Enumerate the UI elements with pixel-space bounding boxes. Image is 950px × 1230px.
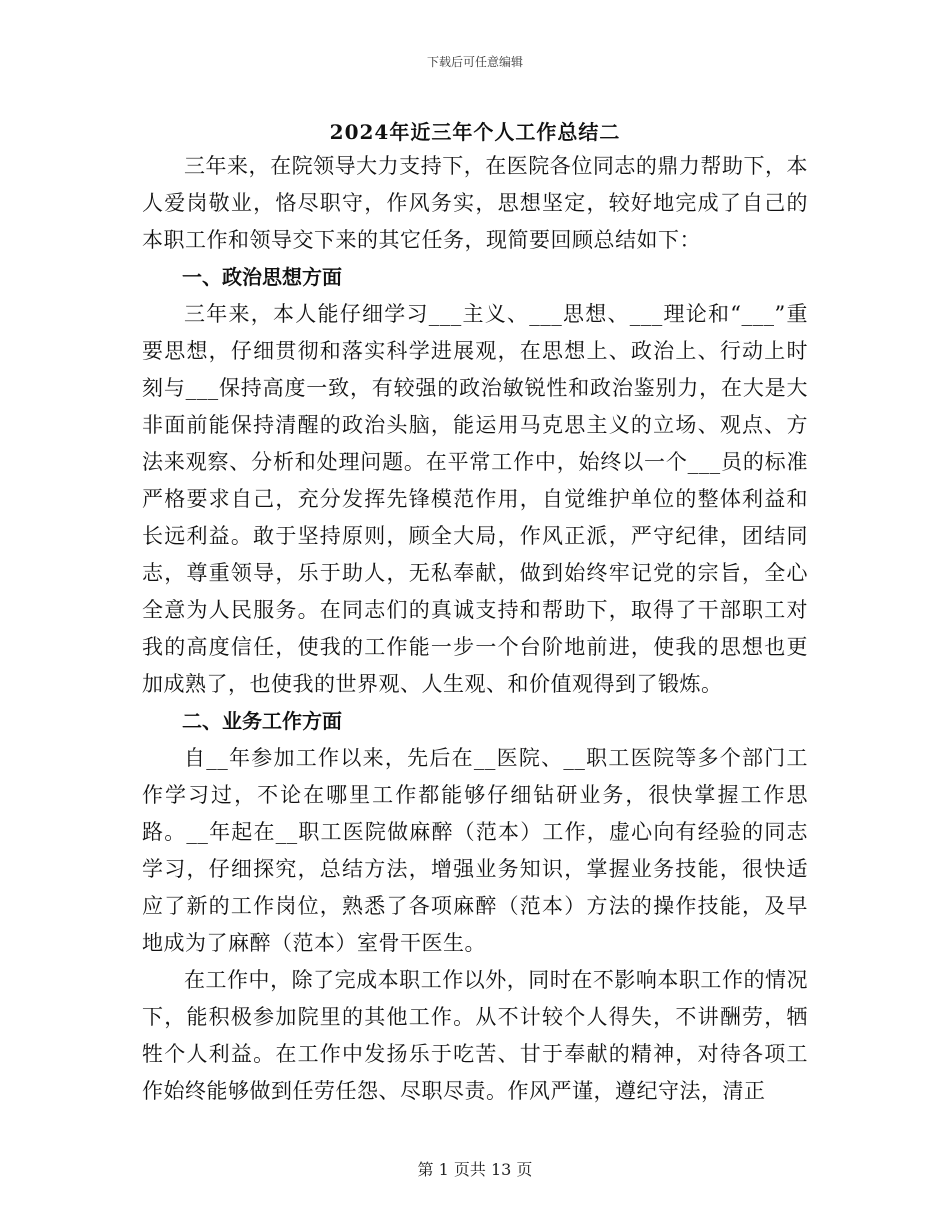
section-heading-work: 二、业务工作方面 <box>182 709 342 733</box>
work-paragraph-2: 在工作中，除了完成本职工作以外，同时在不影响本职工作的情况下，能积极参加院里的其他工作。从不计较个人得失，不讲酬劳，牺牲个人利益。在工作中发扬乐于吃苦、甘于奉献的精神，对待各项工作始终能够做到任劳任怨、尽职尽责。作风严谨，遵纪守法，清正 <box>142 968 808 1103</box>
page-footer: 第 1 页共 13 页 <box>417 1160 533 1179</box>
document-body <box>142 148 808 1110</box>
header-note: 下载后可任意编辑 <box>426 55 523 69</box>
document-title: 2024年近三年个人工作总结二 <box>329 120 621 144</box>
work-paragraph-1: 自__年参加工作以来，先后在__医院、__职工医院等多个部门工作学习过，不论在哪里工作都能够仔细钻研业务，很快掌握工作思路。__年起在__职工医院做麻醉（范本）工作，虚心向有经验的同志学习，仔细探究，总结方法，增强业务知识，掌握业务技能，很快适应了新的工作岗位，熟悉了各项麻醉（范本）方法的操作技能，及早地成为了麻醉（范本）室骨干医生。 <box>142 746 808 955</box>
intro-paragraph: 三年来，在院领导大力支持下，在医院各位同志的鼎力帮助下，本人爱岗敬业，恪尽职守，作风务实，思想坚定，较好地完成了自己的本职工作和领导交下来的其它任务，现简要回顾总结如下： <box>142 154 808 252</box>
section-heading-politics: 一、政治思想方面 <box>182 265 342 289</box>
politics-paragraph: 三年来，本人能仔细学习___主义、___思想、___理论和“___”重要思想，仔细贯彻和落实科学进展观，在思想上、政治上、行动上时刻与___保持高度一致，有较强的政治敏锐性和政治鉴别力，在大是大非面前能保持清醒的政治头脑，能运用马克思主义的立场、观点、方法来观察、分析和处理问题。在平常工作中，始终以一个___员的标准严格要求自己，充分发挥先锋模范作用，自觉维护单位的整体利益和长远利益。敢于坚持原则，顾全大局，作风正派，严守纪律，团结同志，尊重领导，乐于助人，无私奉献，做到始终牢记党的宗旨，全心全意为人民服务。在同志们的真诚支持和帮助下，取得了干部职工对我的高度信任，使我的工作能一步一个台阶地前进，使我的思想也更加成熟了，也使我的世界观、人生观、和价值观得到了锻炼。 <box>142 302 808 696</box>
